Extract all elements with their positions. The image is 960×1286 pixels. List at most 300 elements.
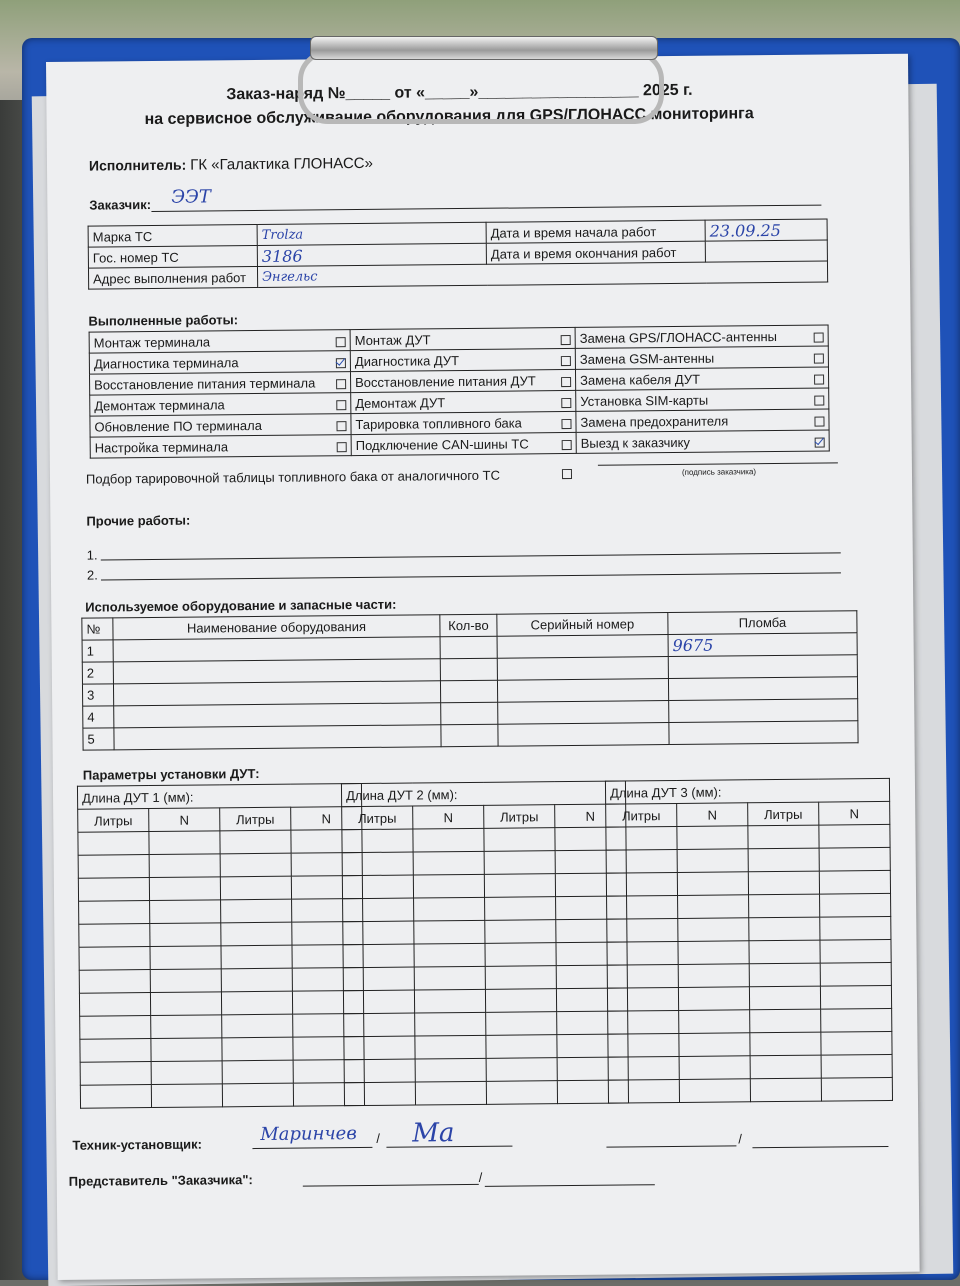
- address-value: Энгельс: [257, 261, 827, 287]
- work-item: [351, 411, 576, 434]
- dut-label: Параметры установки ДУТ:: [82, 765, 260, 783]
- work-item-checkbox[interactable]: [336, 337, 346, 347]
- dut-cell: [820, 939, 891, 963]
- other-line-2-label: 2.: [86, 567, 98, 583]
- other-line-1-label: 1.: [86, 547, 98, 563]
- dut-cell: [221, 968, 292, 992]
- dut-row: [608, 1031, 892, 1057]
- dut-cell: [151, 1015, 222, 1039]
- dut-cell: [78, 855, 149, 879]
- equipment-table: [81, 610, 858, 750]
- dut-cell: [484, 874, 555, 898]
- work-item: [351, 432, 576, 455]
- dut-cell: [413, 828, 484, 852]
- seal-cell: [668, 677, 857, 701]
- technician-label: Техник-установщик:: [72, 1136, 203, 1153]
- dut-cell: [80, 1016, 151, 1040]
- dut-row: [607, 916, 891, 942]
- work-item: [90, 435, 351, 459]
- dut-cell: [78, 832, 149, 856]
- work-item: [351, 390, 576, 413]
- tariff-checkbox[interactable]: [562, 469, 572, 479]
- clip-bar: [310, 36, 658, 60]
- dut-cell: [415, 1035, 486, 1059]
- dut-column-header: N: [413, 805, 484, 829]
- seal-cell: [669, 721, 858, 745]
- second-tech-slash: /: [738, 1131, 743, 1147]
- work-item-checkbox[interactable]: [336, 421, 346, 431]
- dut-row: [608, 1077, 892, 1103]
- dut-column-header: N: [819, 801, 890, 825]
- dut-cell: [149, 831, 220, 855]
- dut-cell: [149, 877, 220, 901]
- dut-row: [79, 990, 363, 1016]
- form-subtitle: на сервисное обслуживание оборудования для GPS/ГЛОНАСС мониторинга: [144, 105, 754, 129]
- dut-cell: [678, 987, 749, 1011]
- dut-table-1: [77, 783, 365, 1109]
- customer-value: ЭЭТ: [171, 186, 211, 208]
- dut-cell: [607, 964, 678, 988]
- dut-cell: [749, 986, 820, 1010]
- dut-cell: [342, 852, 413, 876]
- work-item-checkbox[interactable]: [561, 334, 571, 344]
- equipment-cell: [114, 725, 441, 750]
- equipment-cell: [113, 637, 440, 662]
- dut-cell: [80, 1039, 151, 1063]
- equipment-cell: [440, 680, 497, 703]
- dut-row: [607, 962, 891, 988]
- other-line-2: [101, 572, 841, 580]
- dut-cell: [151, 1084, 222, 1108]
- dut-cell: [344, 1082, 415, 1106]
- dut-cell: [151, 1038, 222, 1062]
- dut-cell: [344, 1036, 415, 1060]
- dut-cell: [79, 924, 150, 948]
- dut-row: [343, 896, 627, 922]
- form-title: Заказ-наряд №_____ от «_____»__________________ 2025 г.: [226, 81, 693, 104]
- dut-cell: [607, 941, 678, 965]
- start-value: 23.09.25: [705, 219, 827, 241]
- dut-cell: [677, 849, 748, 873]
- dut-cell: [413, 874, 484, 898]
- work-item-label: Восстановление питания терминала: [94, 374, 316, 393]
- dut-cell: [749, 894, 820, 918]
- dut-cell: [221, 899, 292, 923]
- dut-cell: [413, 851, 484, 875]
- equipment-cell: [497, 679, 668, 703]
- work-item: [575, 367, 828, 390]
- representative-name-line: [303, 1184, 479, 1187]
- equipment-cell: [113, 681, 440, 706]
- dut-cell: [485, 943, 556, 967]
- representative-sign-line: [485, 1184, 655, 1187]
- dut-row: [607, 939, 891, 965]
- end-value: [705, 240, 827, 262]
- dut-cell: [486, 1012, 557, 1036]
- work-item: [576, 430, 829, 453]
- work-item-label: Замена кабеля ДУТ: [580, 371, 701, 388]
- executor-row: [89, 155, 373, 175]
- technician-signature: Ма: [412, 1118, 455, 1149]
- plate-value: 3186: [257, 243, 486, 266]
- dut-cell: [150, 900, 221, 924]
- work-item-checkbox[interactable]: [561, 376, 571, 386]
- vehicle-table: [88, 219, 829, 290]
- dut-row: [607, 893, 891, 919]
- work-item-checkbox[interactable]: [337, 442, 347, 452]
- equipment-header: Серийный номер: [497, 613, 668, 637]
- work-item: [89, 372, 350, 396]
- dut-column-header: Литры: [484, 805, 555, 829]
- dut-cell: [220, 830, 291, 854]
- work-item-checkbox[interactable]: [814, 416, 824, 426]
- work-item-label: Диагностика терминала: [93, 354, 239, 372]
- equipment-cell: 2: [82, 662, 113, 684]
- dut-cell: [79, 947, 150, 971]
- end-label: Дата и время окончания работ: [486, 241, 705, 264]
- dut-row: [342, 827, 626, 853]
- dut-cell: [749, 940, 820, 964]
- dut-cell: [222, 1083, 293, 1107]
- dut-cell: [150, 946, 221, 970]
- dut-cell: [820, 916, 891, 940]
- dut-cell: [748, 825, 819, 849]
- work-item-label: Подключение CAN-шины ТС: [355, 435, 529, 453]
- dut-column-header: Литры: [220, 807, 291, 831]
- dut-column-header: Литры: [606, 803, 677, 827]
- equipment-header: Пломба: [668, 611, 857, 635]
- work-item-label: Демонтаж ДУТ: [355, 394, 446, 411]
- dut-cell: [485, 989, 556, 1013]
- work-item-label: Диагностика ДУТ: [354, 352, 460, 369]
- dut-row: [80, 1036, 364, 1062]
- dut-cell: [750, 1055, 821, 1079]
- dut-cell: [220, 853, 291, 877]
- plate-label: Гос. номер ТС: [88, 245, 257, 268]
- dut-cell: [679, 1033, 750, 1057]
- dut-row: [80, 1082, 364, 1108]
- dut-cell: [677, 872, 748, 896]
- work-item-label: Замена GPS/ГЛОНАСС-антенны: [579, 328, 778, 346]
- work-item-label: Установка SIM-карты: [580, 392, 709, 409]
- dut-cell: [819, 824, 890, 848]
- dut-table-title: Длина ДУТ 3 (мм):: [605, 778, 889, 804]
- dut-row: [78, 830, 362, 856]
- dut-cell: [485, 920, 556, 944]
- dut-row: [344, 1080, 628, 1106]
- dut-cell: [485, 897, 556, 921]
- dut-cell: [150, 969, 221, 993]
- dut-cell: [485, 966, 556, 990]
- dut-cell: [678, 918, 749, 942]
- clip-wire: [298, 50, 664, 124]
- work-item-checkbox[interactable]: [814, 332, 824, 342]
- dut-cell: [486, 1035, 557, 1059]
- dut-cell: [486, 1081, 557, 1105]
- work-item: [350, 348, 575, 371]
- dut-cell: [679, 1079, 750, 1103]
- work-item-checkbox[interactable]: [814, 353, 824, 363]
- dut-row: [80, 1013, 364, 1039]
- work-item-label: Восстановление питания ДУТ: [355, 372, 536, 390]
- dut-cell: [607, 895, 678, 919]
- work-item-checkbox[interactable]: [561, 397, 571, 407]
- address-label: Адрес выполнения работ: [88, 266, 257, 289]
- representative-label: Представитель "Заказчика":: [68, 1172, 253, 1189]
- dut-cell: [150, 923, 221, 947]
- dut-cell: [748, 871, 819, 895]
- work-item: [576, 409, 829, 432]
- dut-cell: [80, 1085, 151, 1109]
- dut-column-header: N: [555, 804, 626, 828]
- customer-line: [151, 205, 821, 212]
- clipboard-clip: [298, 36, 668, 128]
- dut-cell: [221, 991, 292, 1015]
- work-item-label: Монтаж ДУТ: [354, 331, 431, 348]
- dut-cell: [415, 1012, 486, 1036]
- dut-cell: [678, 941, 749, 965]
- dut-cell: [608, 1033, 679, 1057]
- equipment-cell: [114, 703, 441, 728]
- dut-cell: [606, 849, 677, 873]
- dut-cell: [415, 1058, 486, 1082]
- equipment-header: Кол-во: [440, 614, 497, 637]
- dut-row: [79, 921, 363, 947]
- equipment-cell: 5: [83, 728, 114, 750]
- equipment-cell: [113, 659, 440, 684]
- other-line-1: [101, 552, 841, 560]
- dut-cell: [608, 1079, 679, 1103]
- dut-cell: [606, 826, 677, 850]
- work-item-label: Монтаж терминала: [93, 333, 211, 351]
- work-item: [350, 369, 575, 392]
- work-item: [576, 388, 829, 411]
- dut-cell: [79, 970, 150, 994]
- dut-row: [79, 944, 363, 970]
- work-item: [350, 327, 575, 350]
- dut-column-header: N: [149, 808, 220, 832]
- dut-cell: [750, 1032, 821, 1056]
- technician-name-line: [252, 1147, 372, 1149]
- dut-cell: [486, 1058, 557, 1082]
- start-label: Дата и время начала работ: [486, 220, 705, 243]
- work-item-label: Замена предохранителя: [580, 412, 729, 430]
- brand-value: Trolza: [257, 222, 486, 245]
- dut-cell: [484, 851, 555, 875]
- dut-row: [80, 1059, 364, 1085]
- equipment-cell: [441, 702, 498, 725]
- dut-cell: [749, 917, 820, 941]
- dut-cell: [748, 848, 819, 872]
- dut-table-3: [605, 778, 893, 1104]
- work-item-label: Тарировка топливного бака: [355, 414, 522, 432]
- dut-row: [342, 850, 626, 876]
- dut-cell: [221, 945, 292, 969]
- equipment-cell: [440, 636, 497, 659]
- dut-row: [343, 942, 627, 968]
- dut-cell: [749, 963, 820, 987]
- dut-cell: [343, 990, 414, 1014]
- work-item-label: Обновление ПО терминала: [94, 417, 263, 435]
- work-item-checkbox[interactable]: [336, 379, 346, 389]
- dut-row: [342, 873, 626, 899]
- dut-row: [79, 899, 363, 925]
- works-table: [89, 325, 830, 459]
- work-item-checkbox[interactable]: [336, 400, 346, 410]
- dut-row: [343, 919, 627, 945]
- dut-cell: [608, 1056, 679, 1080]
- equipment-cell: [497, 657, 668, 681]
- dut-cell: [819, 870, 890, 894]
- tariff-text: Подбор тарировочной таблицы топливного бака от аналогичного ТС: [85, 467, 501, 487]
- dut-cell: [80, 1062, 151, 1086]
- dut-cell: [821, 1054, 892, 1078]
- equipment-cell: [497, 635, 668, 659]
- work-item-checkbox[interactable]: [561, 355, 571, 365]
- dut-cell: [606, 872, 677, 896]
- dut-cell: [608, 1010, 679, 1034]
- work-item: [89, 330, 350, 354]
- dut-cell: [151, 1061, 222, 1085]
- dut-cell: [679, 1056, 750, 1080]
- representative-slash: /: [478, 1169, 483, 1185]
- work-item: [575, 346, 828, 369]
- dut-cell: [414, 920, 485, 944]
- dut-row: [606, 847, 890, 873]
- work-item-checkbox[interactable]: [336, 358, 346, 368]
- work-item: [90, 414, 351, 438]
- dut-cell: [821, 1008, 892, 1032]
- dut-cell: [678, 964, 749, 988]
- dut-row: [79, 967, 363, 993]
- dut-cell: [222, 1014, 293, 1038]
- dut-cell: [821, 1031, 892, 1055]
- dut-cell: [343, 921, 414, 945]
- customer-signature-caption: (подпись заказчика): [681, 467, 757, 477]
- equipment-header: №: [82, 618, 113, 640]
- equipment-cell: 1: [82, 640, 113, 662]
- dut-cell: [149, 854, 220, 878]
- seal-cell: [669, 699, 858, 723]
- dut-cell: [678, 895, 749, 919]
- dut-cell: [819, 847, 890, 871]
- dut-row: [78, 876, 362, 902]
- dut-cell: [484, 828, 555, 852]
- executor-label: Исполнитель:: [88, 156, 187, 174]
- dut-cell: [344, 1013, 415, 1037]
- second-tech-sign-line: [752, 1146, 888, 1148]
- work-item-checkbox[interactable]: [814, 374, 824, 384]
- dut-cell: [343, 944, 414, 968]
- dut-row: [606, 824, 890, 850]
- work-item: [575, 325, 828, 348]
- dut-cell: [79, 993, 150, 1017]
- dut-cell: [414, 989, 485, 1013]
- dut-cell: [820, 962, 891, 986]
- equipment-cell: [498, 723, 669, 747]
- dut-cell: [344, 1059, 415, 1083]
- work-item-label: Выезд к заказчику: [580, 434, 691, 451]
- dut-column-header: N: [291, 807, 362, 831]
- work-item-label: Демонтаж терминала: [94, 396, 225, 414]
- work-item-checkbox[interactable]: [815, 437, 825, 447]
- executor-value: ГК «Галактика ГЛОНАСС»: [190, 154, 374, 174]
- dut-cell: [820, 985, 891, 1009]
- dut-column-header: Литры: [748, 802, 819, 826]
- dut-row: [343, 988, 627, 1014]
- work-item-checkbox[interactable]: [814, 395, 824, 405]
- other-works-label: Прочие работы:: [86, 512, 191, 529]
- dut-row: [344, 1057, 628, 1083]
- dut-cell: [821, 1077, 892, 1101]
- seal-cell: 9675: [668, 633, 857, 657]
- dut-cell: [415, 1081, 486, 1105]
- equipment-cell: 3: [82, 684, 113, 706]
- dut-table-title: Длина ДУТ 2 (мм):: [341, 781, 625, 807]
- work-item: [90, 393, 351, 417]
- dut-cell: [343, 967, 414, 991]
- work-item-checkbox[interactable]: [561, 418, 571, 428]
- second-tech-name-line: [606, 1145, 736, 1147]
- dut-row: [608, 1054, 892, 1080]
- dut-cell: [414, 966, 485, 990]
- dut-cell: [820, 893, 891, 917]
- work-item-checkbox[interactable]: [562, 439, 572, 449]
- customer-signature-line: [598, 462, 838, 465]
- dut-cell: [221, 922, 292, 946]
- dut-cell: [414, 897, 485, 921]
- dut-cell: [222, 1037, 293, 1061]
- brand-label: Марка ТС: [88, 224, 257, 247]
- work-item: [89, 351, 350, 375]
- equipment-header: Наименование оборудования: [113, 615, 440, 640]
- work-item-label: Замена GSM-антенны: [579, 350, 715, 367]
- dut-cell: [150, 992, 221, 1016]
- work-order-form: [46, 54, 920, 1280]
- dut-cell: [414, 943, 485, 967]
- seal-cell: [668, 655, 857, 679]
- dut-cell: [343, 898, 414, 922]
- dut-cell: [342, 875, 413, 899]
- equipment-cell: [440, 658, 497, 681]
- dut-row: [78, 853, 362, 879]
- dut-row: [606, 870, 890, 896]
- dut-cell: [677, 826, 748, 850]
- dut-row: [607, 985, 891, 1011]
- works-label: Выполненные работы:: [88, 312, 239, 329]
- dut-row: [608, 1008, 892, 1034]
- dut-row: [344, 1034, 628, 1060]
- dut-table-title: Длина ДУТ 1 (мм):: [77, 784, 361, 810]
- dut-cell: [220, 876, 291, 900]
- dut-cell: [607, 918, 678, 942]
- dut-cell: [750, 1078, 821, 1102]
- equipment-label: Используемое оборудование и запасные части:: [85, 596, 397, 615]
- dut-row: [344, 1011, 628, 1037]
- equipment-cell: 4: [83, 706, 114, 728]
- dut-cell: [607, 987, 678, 1011]
- technician-slash: /: [376, 1130, 381, 1146]
- dut-row: [343, 965, 627, 991]
- dut-cell: [342, 829, 413, 853]
- equipment-cell: [498, 701, 669, 725]
- work-item-label: Настройка терминала: [94, 438, 229, 456]
- technician-name: Маринчев: [260, 1123, 357, 1145]
- dut-cell: [79, 901, 150, 925]
- dut-cell: [750, 1009, 821, 1033]
- dut-column-header: Литры: [78, 809, 149, 833]
- customer-label: Заказчик:: [89, 196, 152, 213]
